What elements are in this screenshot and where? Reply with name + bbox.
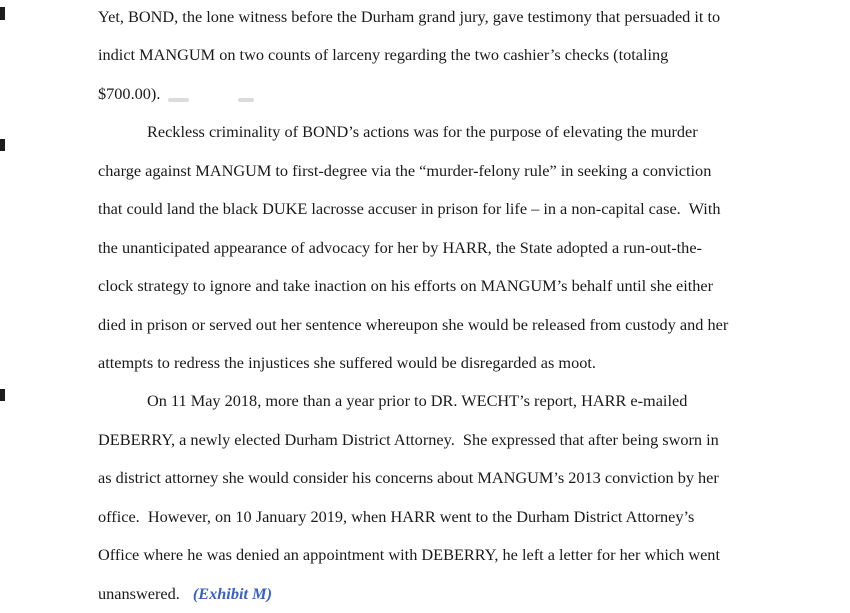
document-text (98, 0, 728, 613)
text-line-content: $700.00). (98, 83, 161, 103)
text-line (98, 267, 728, 305)
text-line-content: died in prison or served out her sentence whereupon she would be released from custody and her (98, 314, 729, 334)
text-line-content: Reckless criminality of BOND’s actions was for the purpose of elevating the murder (147, 122, 698, 142)
text-line-content: Yet, BOND, the lone witness before the Durham grand jury, gave testimony that persuaded it to (98, 7, 721, 26)
text-line (98, 36, 728, 74)
text-line-content: that could land the black DUKE lacrosse accuser in prison for life – in a non-capital case. With (98, 199, 721, 219)
text-line (98, 152, 728, 190)
scan-edge-tick (0, 7, 5, 20)
text-line (98, 75, 728, 113)
text-line (98, 113, 728, 151)
text-line (98, 498, 728, 536)
scan-smudge (238, 98, 254, 102)
text-line-content: unanswered. (98, 583, 180, 603)
text-line-content: the unanticipated appearance of advocacy for her by HARR, the State adopted a run-out-the- (98, 237, 702, 257)
scan-smudge (168, 98, 189, 102)
text-line (98, 0, 728, 36)
text-line (98, 536, 728, 574)
text-line (98, 382, 728, 420)
text-line-content: charge against MANGUM to first-degree via the “murder-felony rule” in seeking a conviction (98, 160, 712, 180)
text-line (98, 344, 728, 382)
text-line (98, 190, 728, 228)
text-line-content: indict MANGUM on two counts of larceny regarding the two cashier’s checks (totaling (98, 45, 669, 65)
text-line-content: Office where he was denied an appointment with DEBERRY, he left a letter for her which went (98, 545, 720, 565)
text-line (98, 229, 728, 267)
scan-edge-tick (0, 139, 5, 151)
text-line-content: attempts to redress the injustices she suffered would be disregarded as moot. (98, 352, 596, 372)
text-line-content: DEBERRY, a newly elected Durham District Attorney. She expressed that after being sworn in (98, 429, 719, 449)
scan-edge-tick (0, 389, 5, 401)
text-line (98, 575, 728, 613)
text-line (98, 306, 728, 344)
text-line-content: clock strategy to ignore and take inaction on his efforts on MANGUM’s behalf until she either (98, 276, 714, 296)
exhibit-reference-link[interactable]: (Exhibit M) (192, 583, 272, 603)
text-line (98, 421, 728, 459)
text-line-content: office. However, on 10 January 2019, when HARR went to the Durham District Attorney’s (98, 506, 695, 526)
text-line-content: On 11 May 2018, more than a year prior to DR. WECHT’s report, HARR e-mailed (147, 391, 688, 411)
text-line (98, 459, 728, 497)
text-line-content: as district attorney she would consider his concerns about MANGUM’s 2013 conviction by her (98, 468, 719, 488)
